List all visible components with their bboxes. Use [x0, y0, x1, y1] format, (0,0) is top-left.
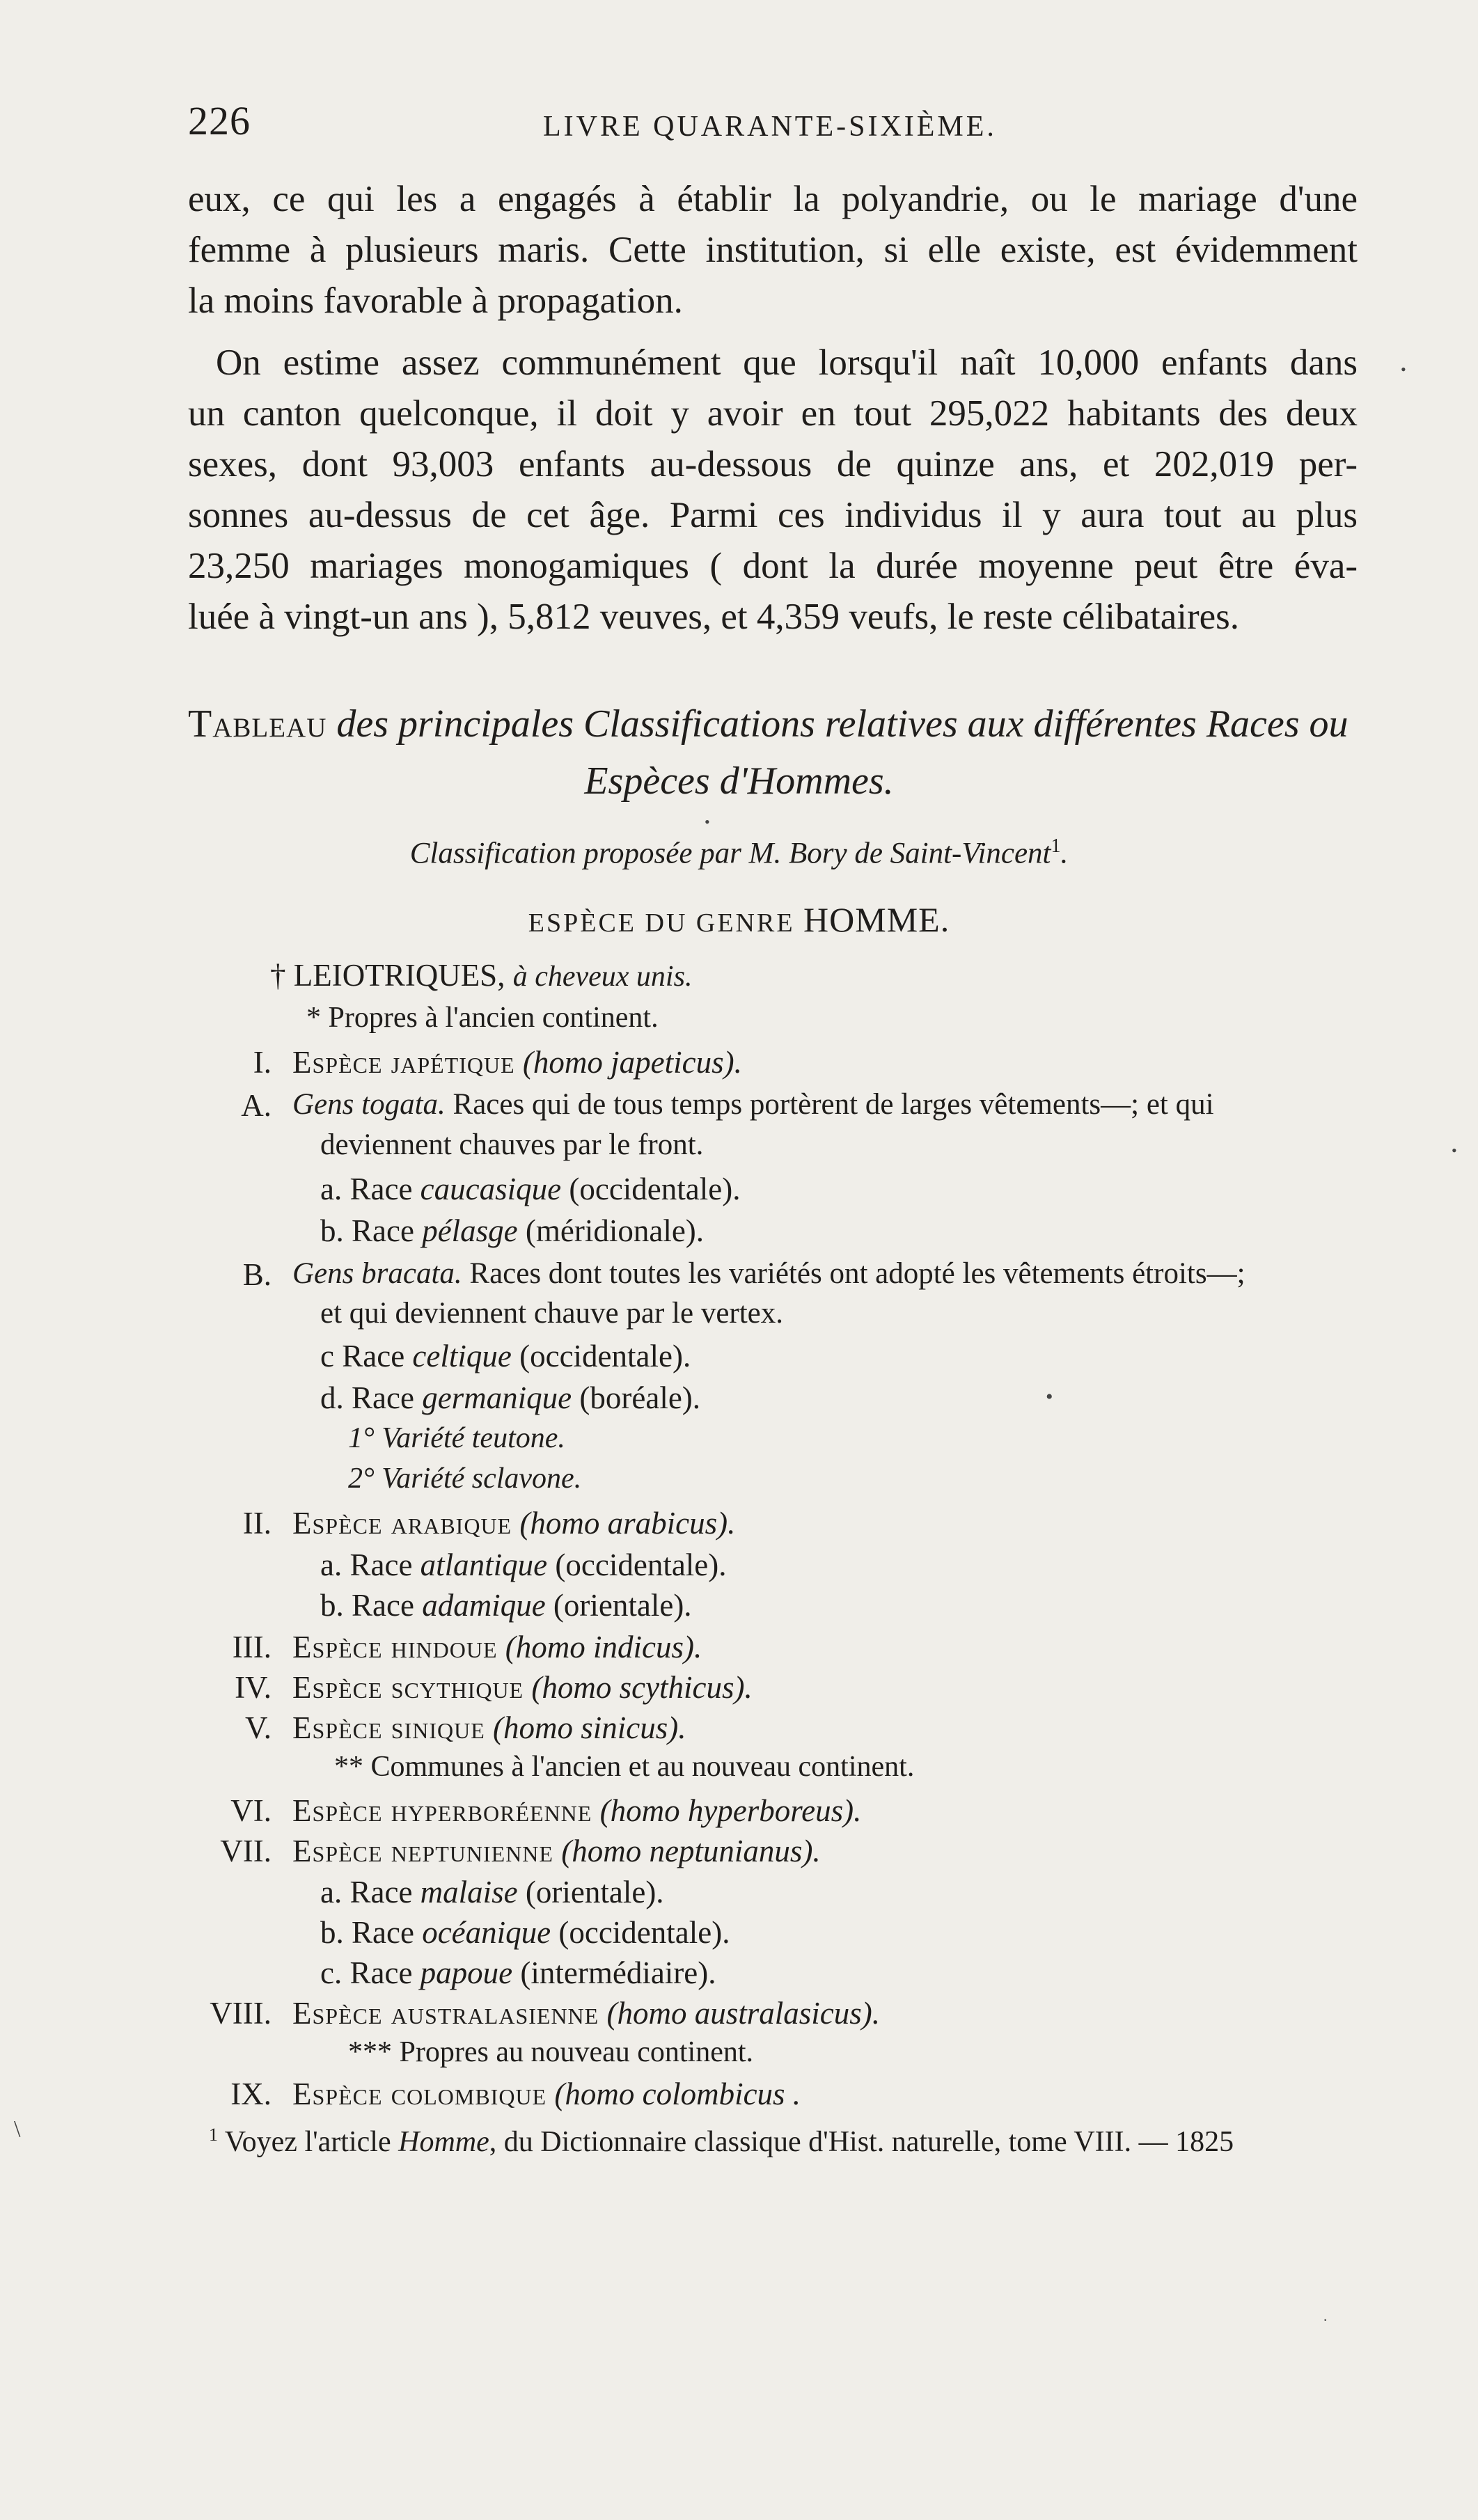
- race-name: celtique: [412, 1339, 512, 1373]
- text-line: un canton quelconque, il doit y avoir en tout 295,022 habitants des deux: [188, 393, 1358, 434]
- entry-species: [220, 1833, 821, 1869]
- race-name: caucasique: [420, 1172, 562, 1206]
- species-name: Espèce japétique: [292, 1045, 515, 1080]
- species-latin: (homo japeticus).: [522, 1045, 742, 1080]
- entry-number: III.: [232, 1630, 272, 1664]
- entry-variety: 1° Variété teutone.: [348, 1422, 565, 1454]
- entry-race: [320, 1547, 727, 1583]
- text-line: 23,250 mariages monogamiques ( dont la durée moyenne peut être éva-: [188, 546, 1358, 586]
- race-region: (occidentale).: [555, 1548, 727, 1582]
- species-latin: (homo sinicus).: [493, 1710, 686, 1745]
- race-name: germanique: [422, 1380, 572, 1415]
- text-line: luée à vingt-un ans ), 5,812 veuves, et 4,359 veufs, le reste célibataires.: [188, 597, 1240, 637]
- footnote-ref: 1: [1051, 835, 1061, 857]
- entry-race: [320, 1914, 730, 1951]
- race-word: Race: [349, 1548, 413, 1582]
- race-word: Race: [349, 1955, 413, 1990]
- species-latin: (homo colombicus .: [554, 2077, 801, 2111]
- page-number: 226: [188, 98, 251, 143]
- genre-heading: [0, 899, 1478, 940]
- species-name: Espèce hyperboréenne: [292, 1793, 592, 1828]
- footnote-text-before: Voyez l'article: [218, 2126, 399, 2158]
- entry-race: [320, 1171, 740, 1207]
- species-latin: (homo hyperboreus).: [599, 1793, 862, 1828]
- entry-race: [320, 1955, 716, 1991]
- entry-species: [210, 1995, 880, 2031]
- race-word: Race: [349, 1875, 413, 1909]
- entry-gens: [242, 1257, 1245, 1292]
- species-latin: (homo australasicus).: [606, 1996, 880, 2031]
- entry-number: B.: [242, 1257, 272, 1292]
- gens-desc-cont: deviennent chauves par le front.: [320, 1128, 704, 1161]
- dagger-icon: †: [270, 958, 286, 993]
- race-letter: a.: [320, 1875, 343, 1909]
- gens-name: Gens togata.: [292, 1088, 446, 1121]
- text-line: sexes, dont 93,003 enfants au-dessous de quinze ans, et 202,019 per-: [188, 444, 1358, 485]
- group-name: LEIOTRIQUES,: [293, 958, 505, 993]
- entry-species: [230, 1793, 862, 1829]
- gens-desc: Races dont toutes les variétés ont adopté les vêtements étroits—;: [469, 1257, 1245, 1290]
- entry-species: [232, 1629, 702, 1665]
- race-letter: b.: [320, 1915, 344, 1950]
- race-name: pélasge: [422, 1213, 518, 1248]
- entry-number: II.: [242, 1506, 272, 1541]
- text-line: la moins favorable à propagation.: [188, 281, 683, 321]
- species-latin: (homo neptunianus).: [561, 1834, 821, 1868]
- entry-number: A.: [241, 1088, 272, 1123]
- entry-species: [253, 1044, 742, 1080]
- race-region: (occidentale).: [519, 1339, 691, 1373]
- species-name: Espèce arabique: [292, 1506, 512, 1541]
- footnote: [209, 2125, 1234, 2159]
- race-name: adamique: [422, 1588, 546, 1623]
- race-region: (méridionale).: [525, 1213, 705, 1248]
- ink-dot-icon: •: [705, 813, 710, 830]
- subtitle-text: Classification proposée par M. Bory de Saint-Vincent: [409, 837, 1051, 870]
- species-name: Espèce neptunienne: [292, 1834, 553, 1868]
- race-name: océanique: [422, 1915, 551, 1950]
- entry-number: I.: [253, 1045, 272, 1080]
- race-region: (orientale).: [553, 1588, 692, 1623]
- species-name: Espèce hindoue: [292, 1630, 498, 1664]
- race-letter: c: [320, 1339, 334, 1373]
- race-word: Race: [352, 1588, 414, 1623]
- entry-number: VII.: [220, 1834, 272, 1868]
- text-line: sonnes au-dessus de cet âge. Parmi ces individus il y aura tout au plus: [188, 495, 1358, 535]
- entry-number: V.: [245, 1710, 272, 1745]
- race-letter: d.: [320, 1380, 344, 1415]
- ink-dot-icon: ·: [1323, 2311, 1328, 2329]
- species-name: Espèce colombique: [292, 2077, 547, 2111]
- text-line: On estime assez communément que lorsqu'il naît 10,000 enfants dans: [216, 342, 1358, 383]
- paragraph-2: [188, 338, 1358, 643]
- entry-race: [320, 1338, 691, 1374]
- group-nouveau: *** Propres au nouveau continent.: [348, 2036, 754, 2068]
- species-name: Espèce scythique: [292, 1670, 524, 1705]
- group-desc: à cheveux unis.: [512, 961, 693, 993]
- entry-race: [320, 1587, 692, 1623]
- backslash-mark-icon: \: [14, 2116, 21, 2142]
- race-word: Race: [349, 1172, 413, 1206]
- entry-race: [320, 1380, 700, 1416]
- entry-species: [245, 1710, 686, 1746]
- race-region: (occidentale).: [569, 1172, 741, 1206]
- species-latin: (homo indicus).: [505, 1630, 702, 1664]
- footnote-text-after: , du Dictionnaire classique d'Hist. naturelle, tome VIII. — 1825: [489, 2126, 1234, 2158]
- paragraph-1: [188, 174, 1358, 326]
- species-name: Espèce sinique: [292, 1710, 485, 1745]
- classification-subtitle: Classification proposée par M. Bory de Saint-Vincent$^1$.: [409, 835, 1069, 870]
- race-name: atlantique: [420, 1548, 548, 1582]
- entry-species: [230, 2076, 801, 2112]
- entry-species: [242, 1505, 736, 1541]
- ink-dot-icon: •: [1452, 1142, 1457, 1159]
- entry-species: [235, 1669, 753, 1706]
- table-title-rest: des principales Classifications relatives aux différentes Races ou: [327, 702, 1349, 746]
- table-title-lead: Tableau: [188, 702, 327, 746]
- group-leiotriques: [270, 957, 692, 993]
- group-ancien: * Propres à l'ancien continent.: [306, 1002, 659, 1034]
- race-word: Race: [352, 1380, 414, 1415]
- entry-gens: [241, 1087, 1214, 1123]
- footnote-mark: 1: [209, 2125, 218, 2145]
- running-title: LIVRE QUARANTE-SIXIÈME.: [543, 111, 997, 143]
- table-title-line2: Espèces d'Hommes.: [584, 759, 894, 803]
- race-word: Race: [342, 1339, 405, 1373]
- race-letter: c.: [320, 1955, 343, 1990]
- entry-race: [320, 1213, 704, 1249]
- race-letter: b.: [320, 1588, 344, 1623]
- gens-desc-cont: et qui deviennent chauve par le vertex.: [320, 1297, 784, 1330]
- race-name: malaise: [420, 1875, 518, 1909]
- genre-heading-small: ESPÈCE DU GENRE: [528, 908, 795, 938]
- race-letter: b.: [320, 1213, 344, 1248]
- group-communes: ** Communes à l'ancien et au nouveau continent.: [334, 1751, 915, 1783]
- species-name: Espèce australasienne: [292, 1996, 599, 2031]
- entry-number: VI.: [230, 1793, 272, 1828]
- ink-dot-icon: •: [1401, 361, 1406, 378]
- text-line: eux, ce qui les a engagés à établir la polyandrie, ou le mariage d'une: [188, 179, 1358, 219]
- gens-desc: Races qui de tous temps portèrent de larges vêtements—; et qui: [453, 1088, 1214, 1121]
- race-region: (orientale).: [525, 1875, 664, 1909]
- race-letter: a.: [320, 1548, 343, 1582]
- table-title: [188, 702, 1349, 746]
- species-latin: (homo scythicus).: [531, 1670, 753, 1705]
- entry-number: VIII.: [210, 1996, 272, 2031]
- gens-name: Gens bracata.: [292, 1257, 462, 1290]
- entry-variety: 2° Variété sclavone.: [348, 1463, 582, 1495]
- race-region: (boréale).: [579, 1380, 701, 1415]
- species-latin: (homo arabicus).: [519, 1506, 736, 1541]
- entry-number: IX.: [230, 2077, 272, 2111]
- footnote-italic: Homme: [398, 2126, 489, 2158]
- race-word: Race: [352, 1213, 414, 1248]
- entry-number: IV.: [235, 1670, 272, 1705]
- race-letter: a.: [320, 1172, 343, 1206]
- genre-heading-big: HOMME.: [803, 900, 950, 939]
- entry-race: [320, 1874, 664, 1910]
- ink-dot-icon: •: [1046, 1385, 1053, 1408]
- text-line: femme à plusieurs maris. Cette institution, si elle existe, est évidemment: [188, 230, 1358, 270]
- race-name: papoue: [420, 1955, 513, 1990]
- race-word: Race: [352, 1915, 414, 1950]
- race-region: (occidentale).: [558, 1915, 730, 1950]
- race-region: (intermédiaire).: [520, 1955, 716, 1990]
